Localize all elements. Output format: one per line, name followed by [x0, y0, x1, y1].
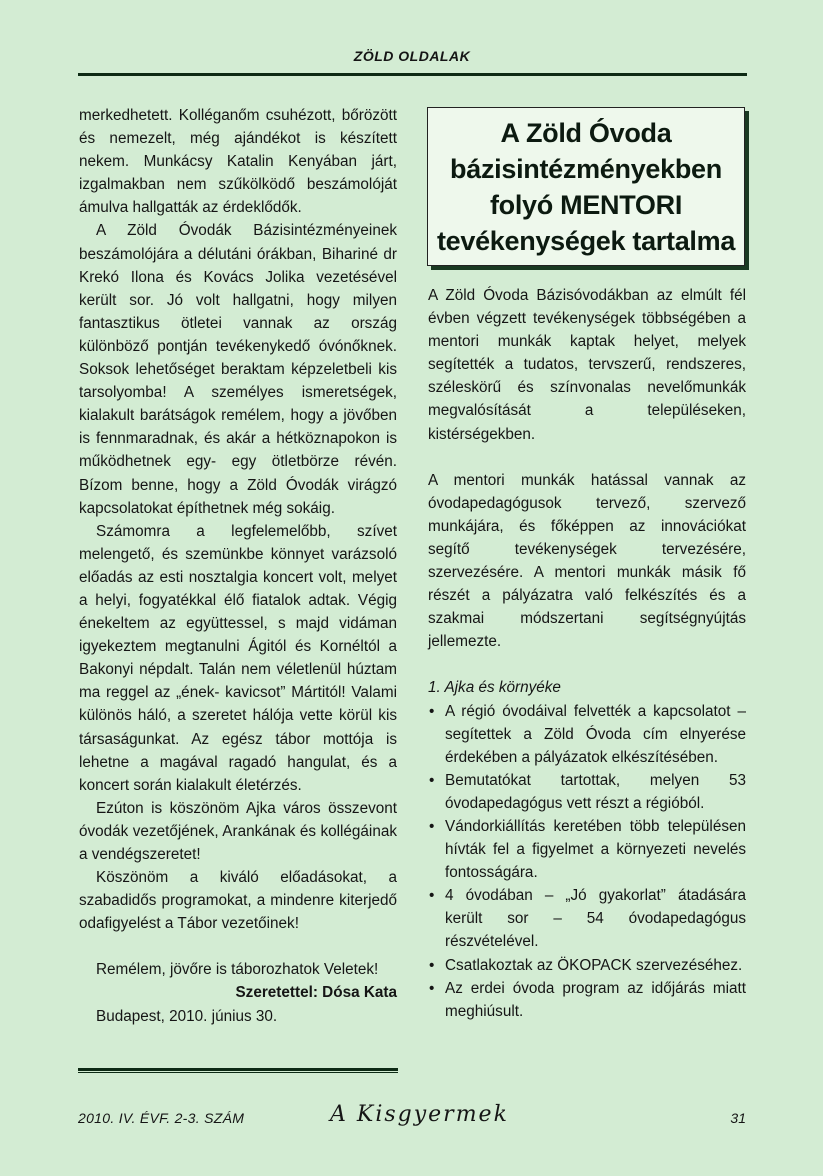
paragraph: A Zöld Óvodák Bázisintézményeinek beszámolójára a délutáni órákban, Bihariné dr Krekó Ilona és Kovács Jolika vezetésével került sor. Jó volt hallgatni, hogy milyen fantasztikus ötletei vannak az ország különböző pontján tevékenykedő óvónőknek. Soksok lehetőséget beraktam képzeletbeli kis tarsolyomba! A személyes ismeretségek, kialakult barátságok remélem, hogy a jövőben is fennmaradnak, és akár a hétköznapokon is működhetnek egy- egy ötletbörze révén. Bízom benne, hogy a Zöld Óvodák virágzó kapcsolatokat építhetnek még sokáig.: [79, 222, 397, 517]
subheading: 1. Ajka és környéke: [428, 679, 561, 697]
list-item: [428, 954, 746, 977]
signature: Szeretettel: Dósa Kata: [235, 984, 397, 1002]
bullet-list: [428, 700, 746, 1023]
issue-info: 2010. IV. ÉVF. 2-3. SZÁM: [78, 1110, 245, 1126]
closing-line: Remélem, jövőre is táborozhatok Veletek!: [96, 961, 379, 979]
top-rule: [78, 73, 747, 76]
list-item: [428, 884, 746, 953]
bullet-icon: •: [429, 702, 435, 720]
list-item-text: Az erdei óvoda program az időjárás miatt meghiúsult.: [445, 979, 746, 1020]
page-number: 31: [730, 1110, 746, 1126]
bullet-icon: •: [429, 817, 435, 835]
magazine-name: A Kisgyermek: [330, 1102, 509, 1127]
paragraph: A mentori munkák hatással vannak az óvodapedagógusok tervező, szervező munkájára, és főképpen az innovációkat segítő tevékenységek tervezésére, szervezésére. A mentori munkák másik fő részét a pályázatra való felkészítés és a szakmai módszertani segítségnyújtás jellemezte.: [428, 471, 746, 651]
paragraph: Számomra a legfelemelőbb, szívet melengető, és szemünkbe könnyet varázsoló előadás az esti nosztalgia koncert volt, melyet a helyi, fogyatékkal élő fiatalok adtak. Végig énekeltem az együttessel, s majd vidáman igyekeztem megtanulni Ágitól és Kornéltól a Bakonyi népdalt. Talán nem véletlenül húztam ma reggel az „ének- kavicsot” Mártitól! Valami különös háló, a szeretet hálója vette körül kis társaságunkat. Az egész tábor mottója is lehetne a magával ragadó hangulat, és a koncert során kialakult életérzés.: [79, 522, 397, 794]
list-item-text: Vándorkiállítás keretében több településen hívták fel a figyelmet a környezeti nevelés fontosságára.: [445, 817, 746, 882]
list-item: [428, 815, 746, 884]
bullet-icon: •: [429, 956, 435, 974]
paragraph: Ezúton is köszönöm Ajka város összevont óvodák vezetőjének, Arankának és kollégáinak a vendégszeretet!: [79, 799, 397, 863]
article-title: A Zöld Óvoda bázisintézményekben folyó MENTORI tevékenységek tartalma: [436, 117, 736, 256]
right-column: [428, 284, 746, 1023]
list-item: [428, 977, 746, 1023]
bullet-icon: •: [429, 887, 435, 905]
article-title-box: [427, 107, 745, 266]
bottom-rule: [78, 1068, 398, 1073]
date-line: Budapest, 2010. június 30.: [96, 1007, 278, 1025]
paragraph: A Zöld Óvoda Bázisóvodákban az elmúlt fél évben végzett tevékenységek többségében a mentori munkák kaptak helyet, melyek segítették a tudatos, tervszerű, rendszeres, széleskörű és színvonalas nevelőmunkák megvalósítását a településeken, kistérségekben.: [428, 287, 746, 443]
bullet-icon: •: [429, 771, 435, 789]
bullet-icon: •: [429, 979, 435, 997]
list-item-text: Bemutatókat tartottak, melyen 53 óvodapedagógus vett részt a régióból.: [445, 771, 746, 812]
paragraph: merkedhetett. Kolléganőm csuhézott, bőrözött és nemezelt, még ajándékot is készített nekem. Munkácsy Katalin Kenyában járt, izgalmakban nem szűkölködő beszámolóját ámulva hallgatták az érdeklődők.: [79, 107, 397, 217]
list-item-text: Csatlakoztak az ÖKOPACK szervezéséhez.: [445, 956, 743, 974]
list-item-text: A régió óvodáival felvették a kapcsolatot – segítettek a Zöld Óvoda cím elnyerése érdekében a pályázatok elkészítésében.: [445, 702, 746, 766]
list-item: [428, 769, 746, 815]
list-item: [428, 700, 746, 769]
section-header: ZÖLD OLDALAK: [353, 48, 471, 64]
paragraph: Köszönöm a kiváló előadásokat, a szabadidős programokat, a mindenre kiterjedő odafigyelést a Tábor vezetőinek!: [79, 869, 397, 933]
list-item-text: 4 óvodában – „Jó gyakorlat” átadására került sor – 54 óvodapedagógus részvételével.: [445, 887, 746, 951]
left-column: [79, 104, 397, 1028]
